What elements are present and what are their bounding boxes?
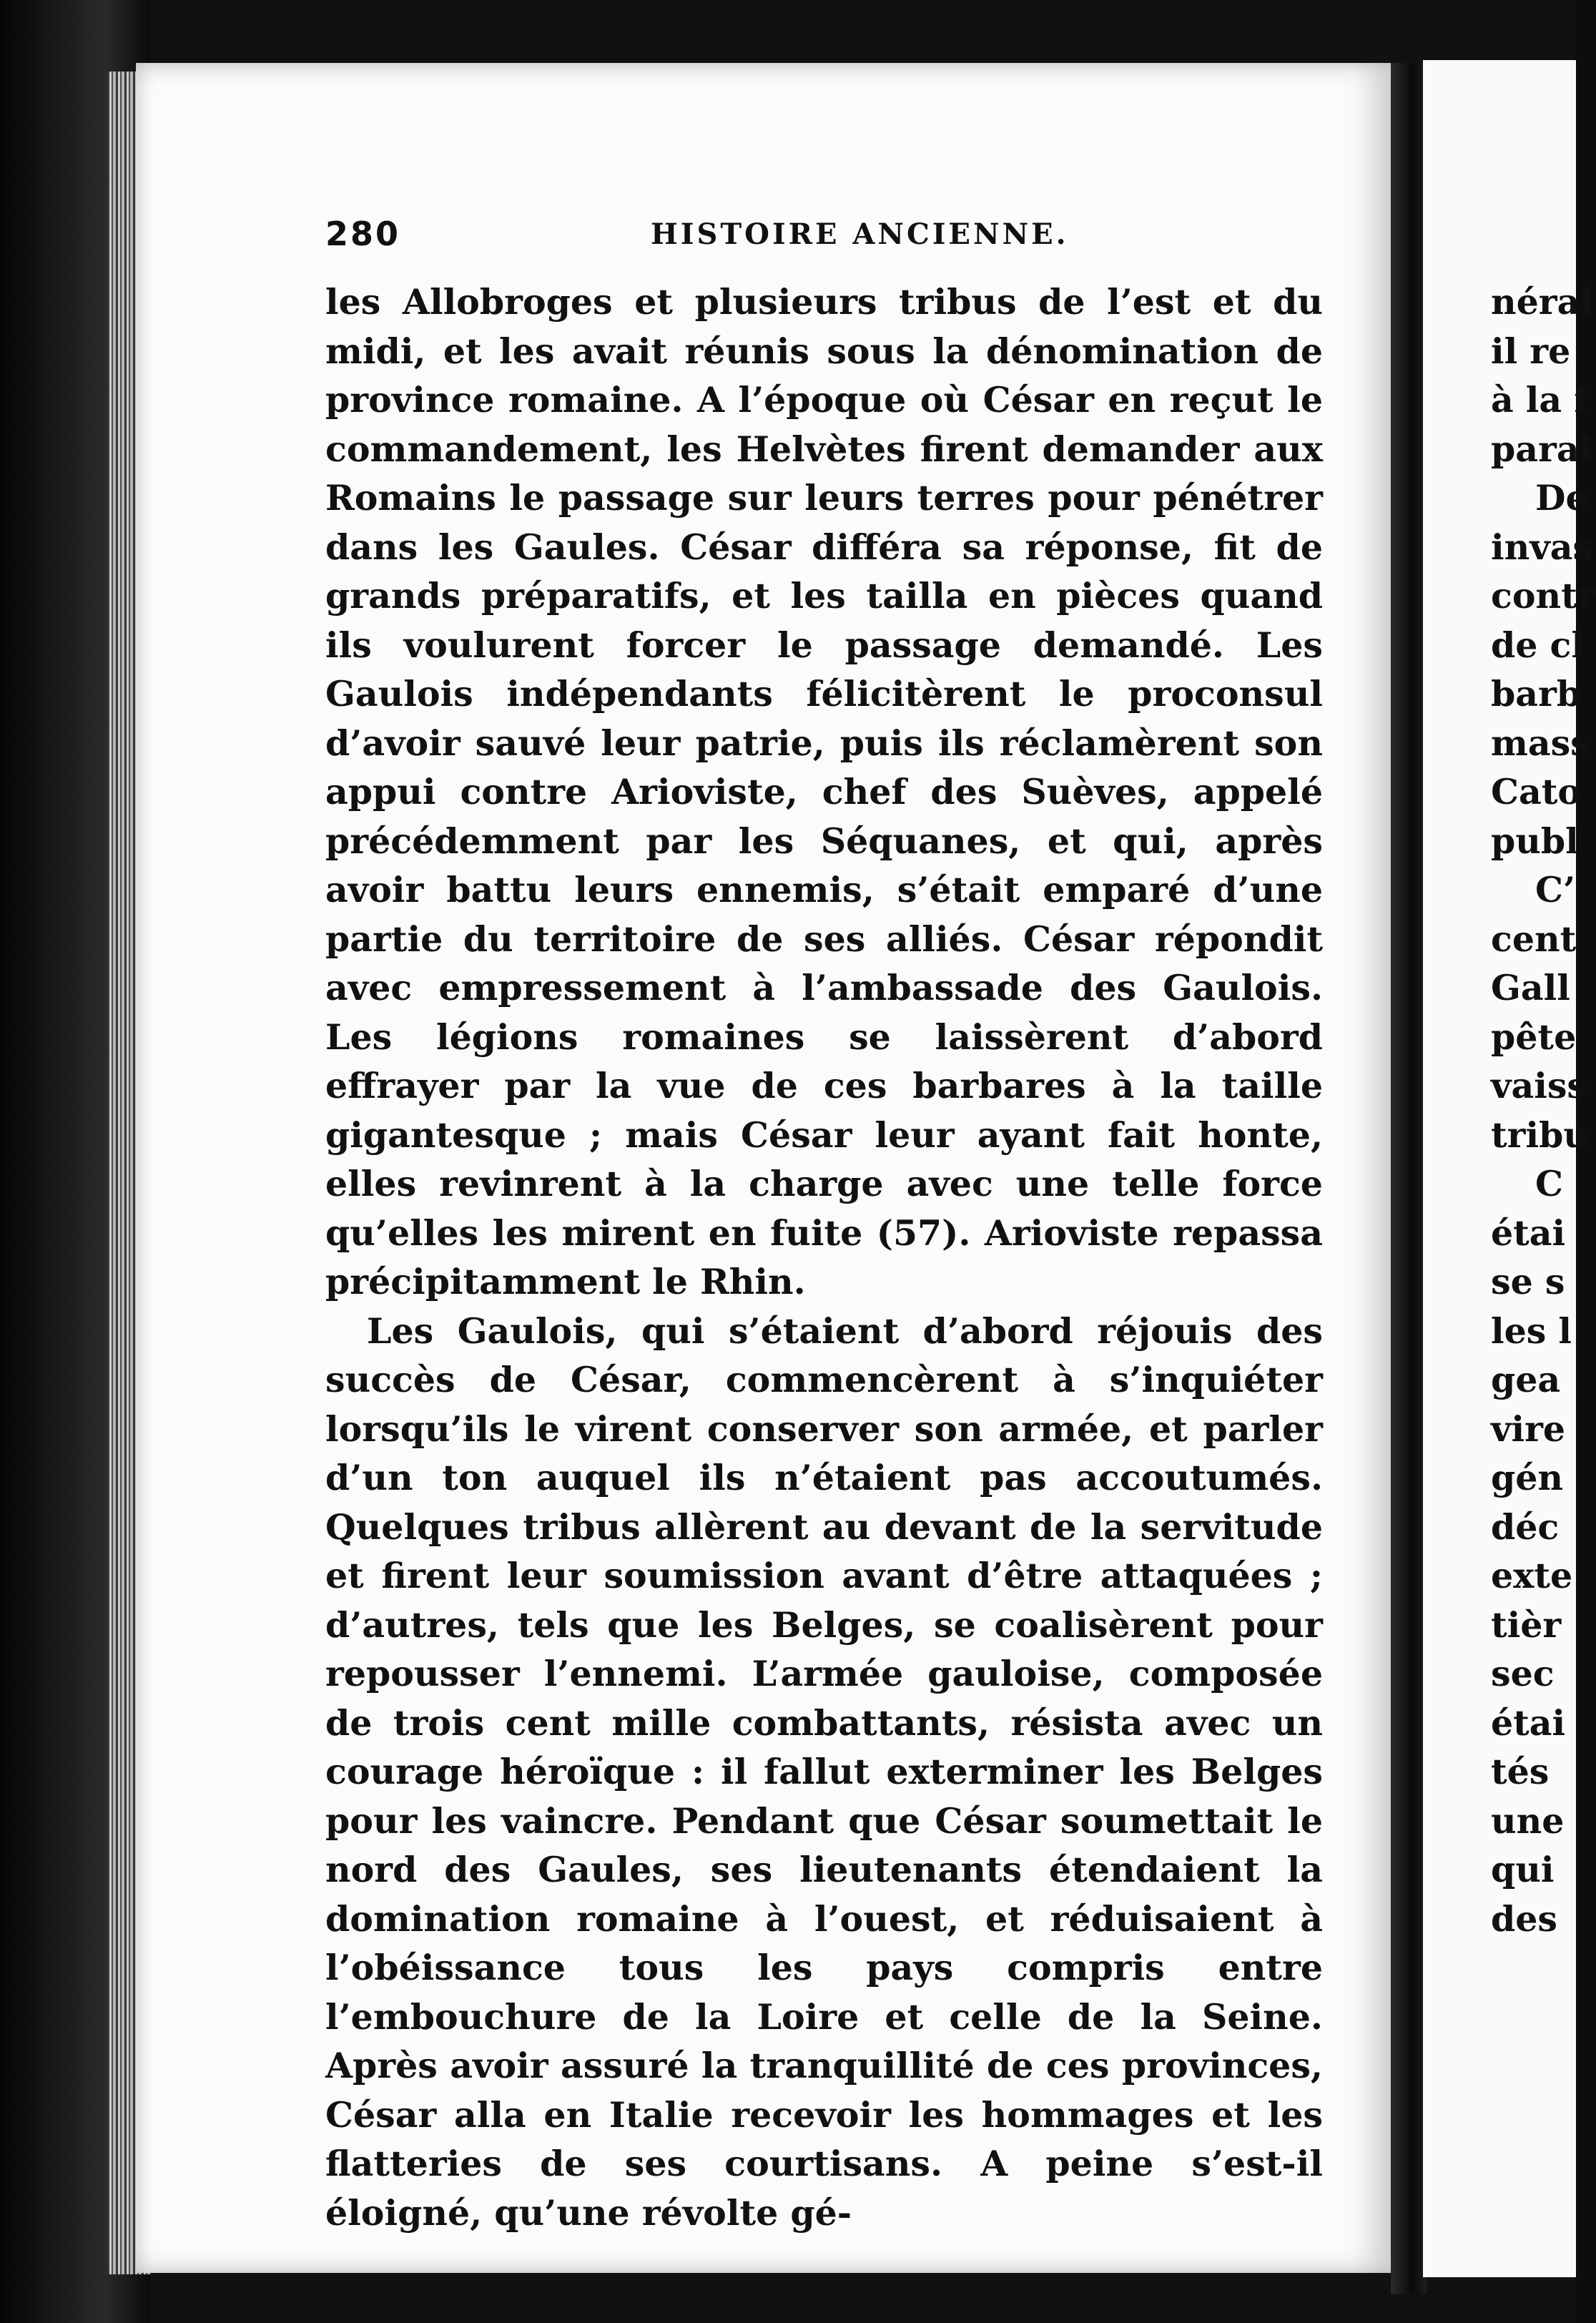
facing-page-line: tièr bbox=[1491, 1603, 1562, 1646]
page-number: 280 bbox=[325, 215, 401, 253]
facing-page-line: vire bbox=[1491, 1408, 1566, 1450]
facing-page-line: une bbox=[1491, 1799, 1565, 1842]
facing-page-line: à la f bbox=[1491, 379, 1590, 421]
facing-page-line: il re bbox=[1491, 330, 1571, 372]
facing-page-line: parai bbox=[1491, 428, 1593, 470]
facing-page-line: De bbox=[1535, 477, 1588, 519]
facing-page-line: barb bbox=[1491, 673, 1582, 714]
facing-page-line: les l bbox=[1491, 1310, 1572, 1352]
facing-page-line: qui bbox=[1491, 1849, 1555, 1890]
facing-page-line: se s bbox=[1491, 1261, 1565, 1302]
page-header bbox=[325, 215, 1326, 272]
facing-page-line: publ bbox=[1491, 820, 1579, 862]
facing-page-line: étai bbox=[1491, 1212, 1566, 1254]
facing-page-line: des bbox=[1491, 1897, 1558, 1940]
body-text bbox=[325, 278, 1323, 2237]
facing-page-line: C’ bbox=[1535, 869, 1576, 910]
facing-page-line: néral bbox=[1491, 281, 1593, 323]
facing-page-line: Gall bbox=[1491, 967, 1570, 1008]
facing-page-line: exte bbox=[1491, 1555, 1573, 1596]
facing-page-line: de cl bbox=[1491, 624, 1585, 666]
facing-page-line: Cato bbox=[1491, 771, 1582, 812]
facing-page-line: mass bbox=[1491, 722, 1590, 764]
facing-page-line: gea bbox=[1491, 1359, 1561, 1400]
facing-page-line: cent bbox=[1491, 918, 1577, 960]
facing-page-line: étai bbox=[1491, 1701, 1566, 1744]
facing-page-line: sec bbox=[1491, 1653, 1555, 1694]
facing-page-line: déc bbox=[1491, 1506, 1560, 1548]
facing-page-line: pête bbox=[1491, 1016, 1577, 1058]
facing-page-line: tribu bbox=[1491, 1114, 1589, 1156]
facing-page-line: gén bbox=[1491, 1457, 1564, 1498]
facing-page-text bbox=[1491, 278, 1596, 1943]
paragraph: Les Gaulois, qui s’étaient d’abord réjouis des succès de César, commencèrent à s’inquiéter lorsqu’ils le virent conserver son armée, et parler d’un ton auquel ils n’étaient pas accoutumés. Quelques tribus allèrent au devant de la servitude et firent leur soumission avant d’être attaquées ; d’autres, tels que les Belges, se coalisèrent pour repousser l’ennemi. L’armée gauloise, composée de trois cent mille combattants, résista avec un courage héroïque : il fallut exterminer les Belges pour les vaincre. Pendant que César soumettait le nord des Gaules, ses lieutenants étendaient la domination romaine à l’ouest, et réduisaient à l’obéissance tous les pays compris entre l’embouchure de la Loire et celle de la Seine. Après avoir assuré la tranquillité de ces provinces, César alla en Italie recevoir les hommages et les flatteries de ses courtisans. A peine s’est-il éloigné, qu’une révolte gé- bbox=[325, 1310, 1323, 2234]
running-title: HISTOIRE ANCIENNE. bbox=[651, 217, 1069, 251]
facing-page-line: tés bbox=[1491, 1751, 1550, 1792]
paragraph: les Allobroges et plusieurs tribus de l’est et du midi, et les avait réunis sous la dénomination de province romaine. A l’époque où César en reçut le commandement, les Helvètes firent demander aux Romains le passage sur leurs terres pour pénétrer dans les Gaules. César différa sa réponse, fit de grands préparatifs, et les tailla en pièces quand ils voulurent forcer le passage demandé. Les Gaulois indépendants félicitèrent le proconsul d’avoir sauvé leur patrie, puis ils réclamèrent son appui contre Arioviste, chef des Suèves, appelé précédemment par les Séquanes, et qui, après avoir battu leurs ennemis, s’était emparé d’une partie du territoire de ses alliés. César répondit avec empressement à l’ambassade des Gaulois. Les légions romaines se laissèrent d’abord effrayer par la vue de ces barbares à la taille gigantesque ; mais César leur ayant fait honte, elles revinrent à la charge avec une telle force qu’elles les mirent en fuite (57). Arioviste repassa précipitamment le Rhin. bbox=[325, 281, 1323, 1302]
facing-page-line: contr bbox=[1491, 575, 1596, 617]
book-gutter bbox=[1391, 63, 1427, 2294]
facing-page-line: vaiss bbox=[1491, 1065, 1587, 1106]
facing-page-line: C bbox=[1535, 1163, 1563, 1204]
facing-page-line: invas bbox=[1491, 526, 1593, 568]
